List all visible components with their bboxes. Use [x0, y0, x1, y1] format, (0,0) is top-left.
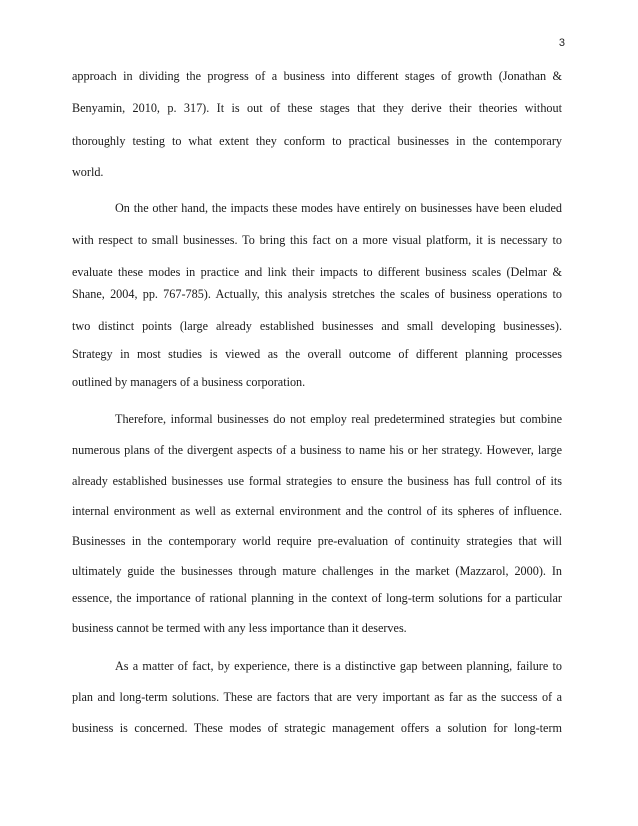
paragraph-3-line-3: already established businesses use formal strategies to ensure the business has full control of its: [72, 474, 562, 488]
paragraph-3-line-2: numerous plans of the divergent aspects of a business to name his or her strategy. However, large: [72, 443, 562, 457]
paragraph-2-line-1: On the other hand, the impacts these modes have entirely on businesses have been eluded: [115, 201, 562, 215]
paragraph-2-line-5: two distinct points (large already established businesses and small developing businesses).: [72, 319, 562, 333]
paragraph-1-line-1: approach in dividing the progress of a business into different stages of growth (Jonathan &: [72, 69, 562, 83]
paragraph-2-line-6: Strategy in most studies is viewed as the overall outcome of different planning processes: [72, 347, 562, 361]
paragraph-1-line-2: Benyamin, 2010, p. 317). It is out of these stages that they derive their theories without: [72, 101, 562, 115]
paragraph-4-line-3: business is concerned. These modes of strategic management offers a solution for long-term: [72, 721, 562, 735]
page-number: 3: [558, 37, 565, 49]
paragraph-1-line-4: world.: [72, 165, 104, 179]
paragraph-4-line-1: As a matter of fact, by experience, there is a distinctive gap between planning, failure to: [115, 659, 562, 673]
paragraph-2-line-7: outlined by managers of a business corporation.: [72, 375, 306, 389]
paragraph-3-line-1: Therefore, informal businesses do not employ real predetermined strategies but combine: [115, 412, 562, 426]
paragraph-2-line-4: Shane, 2004, pp. 767-785). Actually, this analysis stretches the scales of business operations to: [72, 287, 562, 301]
paragraph-4-line-2: plan and long-term solutions. These are factors that are very important as far as the success of a: [72, 690, 562, 704]
paragraph-1-line-3: thoroughly testing to what extent they conform to practical businesses in the contemporary: [72, 134, 562, 148]
paragraph-3-line-7: essence, the importance of rational planning in the context of long-term solutions for a particular: [72, 591, 562, 605]
paragraph-2-line-3: evaluate these modes in practice and link their impacts to different business scales (Delmar &: [72, 265, 562, 279]
paragraph-3-line-5: Businesses in the contemporary world require pre-evaluation of continuity strategies that will: [72, 534, 562, 548]
paragraph-2-line-2: with respect to small businesses. To bring this fact on a more visual platform, it is necessary to: [72, 233, 562, 247]
paragraph-3-line-8: business cannot be termed with any less importance than it deserves.: [72, 621, 407, 635]
paragraph-3-line-4: internal environment as well as external environment and the control of its spheres of influence.: [72, 504, 562, 518]
paragraph-3-line-6: ultimately guide the businesses through mature challenges in the market (Mazzarol, 2000). In: [72, 564, 562, 578]
